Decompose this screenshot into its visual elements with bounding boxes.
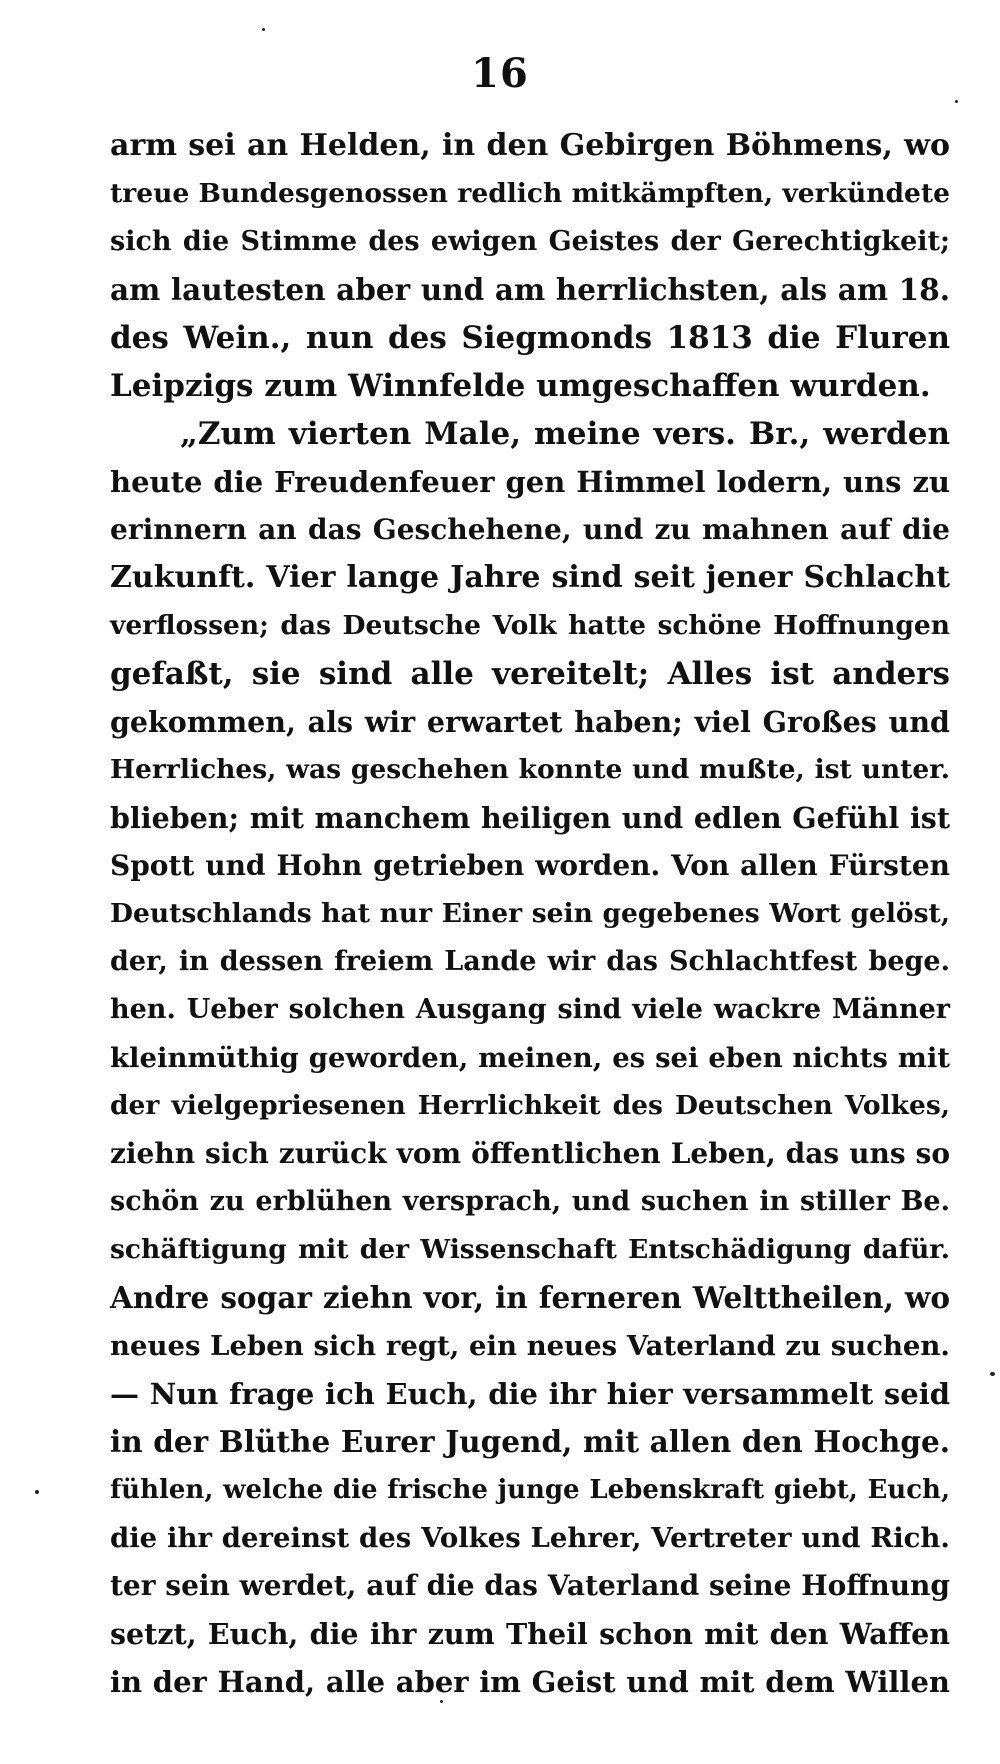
text-line: Zukunft. Vier lange Jahre sind seit jener Schlacht <box>110 560 950 595</box>
text-line: heute die Freudenfeuer gen Himmel lodern, uns zu <box>110 465 950 499</box>
text-line: Spott und Hohn getrieben worden. Von allen Fürsten <box>110 849 950 882</box>
scan-speck <box>440 1700 443 1703</box>
scan-speck <box>262 28 265 31</box>
text-line: blieben; mit manchem heiligen und edlen Gefühl ist <box>110 801 950 835</box>
text-line: setzt, Euch, die ihr zum Theil schon mit den Waffen <box>110 1617 950 1651</box>
text-line: schön zu erblühen versprach, und suchen in stiller Be. <box>110 1186 950 1217</box>
body-text <box>110 122 950 1706</box>
paragraph-2 <box>110 410 950 1706</box>
page-number: 16 <box>471 50 529 97</box>
text-line: Herrliches, was geschehen konnte und mußte, ist unter. <box>110 754 950 785</box>
text-line: fühlen, welche die frische junge Lebenskraft giebt, Euch, <box>110 1475 950 1505</box>
text-line: treue Bundesgenossen redlich mitkämpften, verkündete <box>110 178 950 209</box>
text-line: Deutschlands hat nur Einer sein gegebenes Wort gelöst, <box>110 898 950 929</box>
text-line: des Wein., nun des Siegmonds 1813 die Fluren <box>110 320 950 356</box>
text-line: „Zum vierten Male, meine vers. Br., werden <box>180 416 950 452</box>
text-line: schäftigung mit der Wissenschaft Entschädigung dafür. <box>110 1234 950 1265</box>
scan-speck <box>990 1372 995 1376</box>
text-line: die ihr dereinst des Volkes Lehrer, Vertreter und Rich. <box>110 1522 950 1554</box>
text-line: in der Hand, alle aber im Geist und mit dem Willen <box>110 1665 950 1699</box>
text-line: gekommen, als wir erwartet haben; viel Großes und <box>110 705 950 739</box>
text-line: kleinmüthig geworden, meinen, es sei eben nichts mit <box>110 1042 950 1074</box>
text-line: verflossen; das Deutsche Volk hatte schöne Hoffnungen <box>110 610 950 641</box>
text-line: Andre sogar ziehn vor, in ferneren Welttheilen, wo <box>110 1280 950 1315</box>
text-line: arm sei an Helden, in den Gebirgen Böhmens, wo <box>110 128 950 163</box>
text-line: der vielgepriesenen Herrlichkeit des Deutschen Volkes, <box>110 1090 950 1121</box>
text-line: ziehn sich zurück vom öffentlichen Leben, das uns so <box>110 1137 950 1170</box>
text-line: hen. Ueber solchen Ausgang sind viele wackre Männer <box>110 994 950 1025</box>
scan-speck <box>955 100 958 103</box>
scan-speck <box>35 1490 39 1494</box>
text-line: — Nun frage ich Euch, die ihr hier versammelt seid <box>110 1377 950 1411</box>
text-line: der, in dessen freiem Lande wir das Schlachtfest bege. <box>110 946 950 977</box>
text-line: gefaßt, sie sind alle vereitelt; Alles ist anders <box>110 656 950 692</box>
text-line: ter sein werdet, auf die das Vaterland seine Hoffnung <box>110 1569 950 1602</box>
text-line: erinnern an das Geschehene, und zu mahnen auf die <box>110 513 950 546</box>
text-line: am lautesten aber und am herrlichsten, als am 18. <box>110 272 950 307</box>
paragraph-1 <box>110 122 950 410</box>
text-line: Leipzigs zum Winnfelde umgeschaffen wurden. <box>110 368 931 404</box>
text-line: sich die Stimme des ewigen Geistes der Gerechtigkeit; <box>110 226 950 257</box>
text-line: neues Leben sich regt, ein neues Vaterland zu suchen. <box>110 1330 950 1362</box>
text-line: in der Blüthe Eurer Jugend, mit allen den Hochge. <box>110 1424 950 1459</box>
